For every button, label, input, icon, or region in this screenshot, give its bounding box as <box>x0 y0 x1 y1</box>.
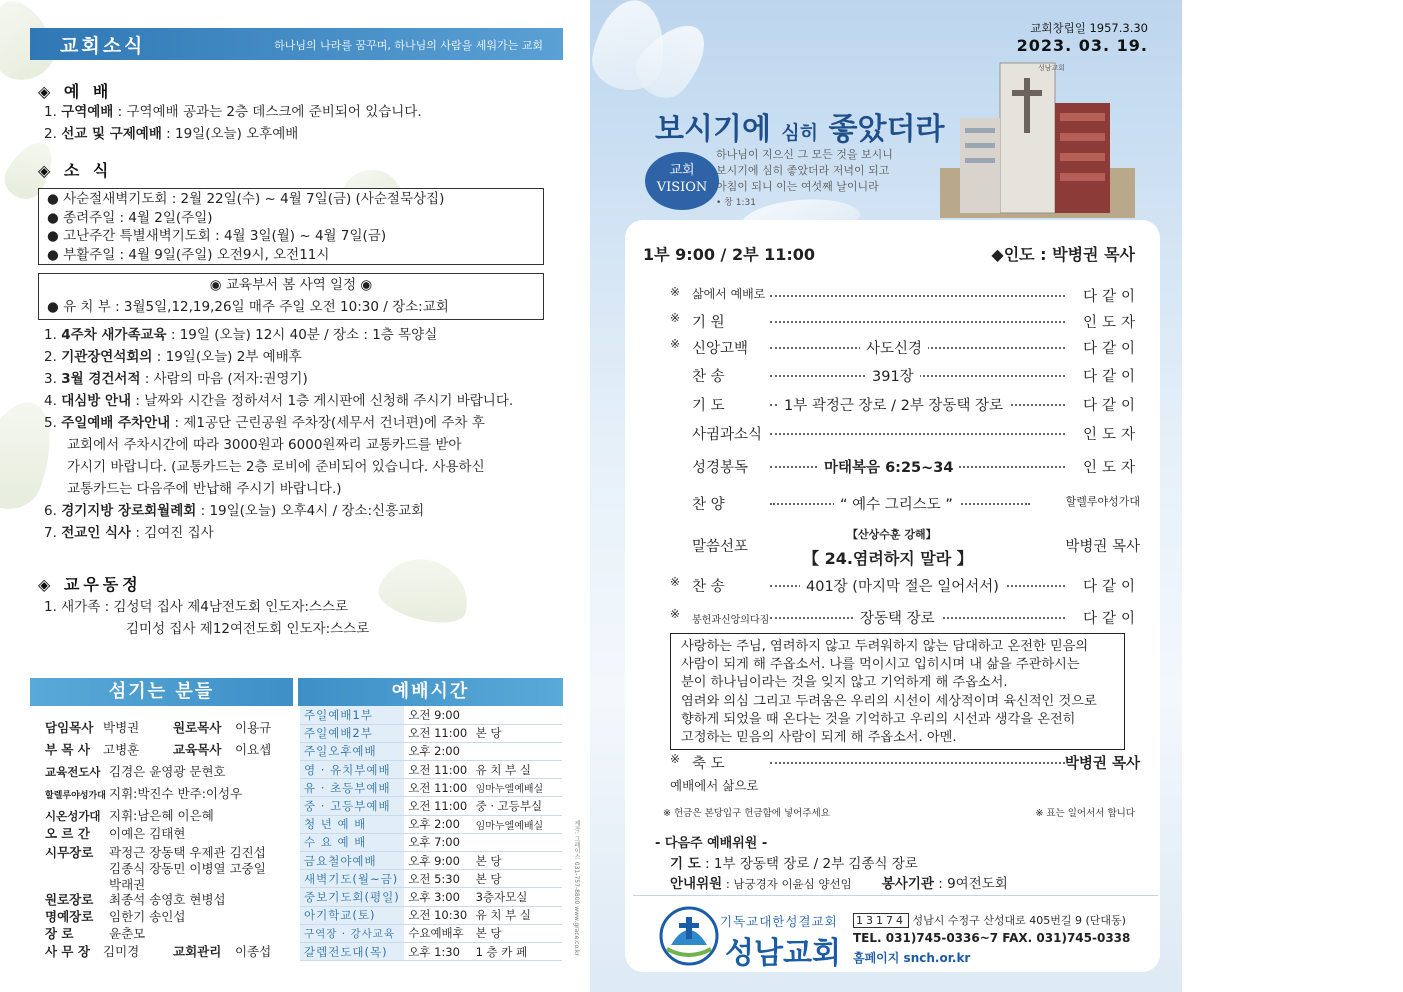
leader: ◆인도 : 박병권 목사 <box>991 245 1135 264</box>
order-item: 찬 양 “ 예수 그리스도 ” 할렐루야성가대 <box>692 495 1140 513</box>
members-section-title: ◈ 교우동정 <box>38 575 142 594</box>
founded-date: 교회창립일 1957.3.30 <box>1030 21 1148 35</box>
staff-row: 사 무 장 김미경 교회관리 이종섭 <box>45 944 272 959</box>
list-item: ● 종려주일 : 4월 2일(주일) <box>47 209 213 226</box>
vision-badge-line: VISION <box>656 180 708 195</box>
order-item: 사귐과소식 인도자 <box>692 427 1140 443</box>
church-logo-icon <box>657 905 721 967</box>
staff-row: 김종식 장동민 이병열 고중일 <box>109 861 266 876</box>
staff-list <box>30 710 293 970</box>
next-prayer: 기 도 : 1부 장동택 장로 / 2부 김종식 장로 <box>670 856 918 872</box>
table-row: 새벽기도(월~금) 오전 5:30 본 당 <box>300 870 562 888</box>
staff-row: 박래권 <box>109 877 146 892</box>
sermon-series: 【산상수훈 강해】 <box>847 528 937 541</box>
denomination: 기독교대한성결교회 <box>720 914 838 929</box>
vision-badge-line: 교회 <box>669 163 695 178</box>
worship-section-title: ◈ 예 배 <box>38 82 113 101</box>
staff-row: 오 르 간 이예은 김태현 <box>45 826 186 841</box>
order-item: 찬 송 391장 다같이 <box>670 365 1140 387</box>
address: 13174 성남시 수정구 산성대로 405번길 9 (단대동) <box>853 912 1126 928</box>
next-week-title: - 다음주 예배위원 - <box>655 836 768 851</box>
list-item: 3. 3월 경건서적 : 사람의 마음 (저자:권영기) <box>44 371 308 387</box>
order-of-worship-panel <box>625 220 1160 972</box>
table-row: 중보기도회(평일) 오후 3:00 3층자모실 <box>300 888 562 906</box>
order-item: 기 도 1부 곽정근 장로 / 2부 장동택 장로 다같이 <box>670 394 1140 416</box>
news-list <box>44 324 513 544</box>
staff-row: 시온성가대 지휘:남은혜 이은혜 <box>45 808 214 823</box>
bulletin-date: 2023. 03. 19. <box>1016 36 1148 55</box>
staff-row: 할렐루야성가대 지휘:박진수 반주:이성우 <box>45 786 243 801</box>
list-item: 교통카드는 다음주에 반납해 주시기 바랍니다.) <box>67 481 342 497</box>
service-times-table <box>300 706 562 961</box>
order-item: ※ 찬 송 401장 (마지막 절은 일어서서) 다같이 <box>670 575 1140 595</box>
printer-credit: 제작: 그레이스 031-757-8800 www.grace.co.kr <box>573 820 580 956</box>
staff-header: 섬기는 분들 <box>30 678 293 706</box>
sermon-preacher: 박병권 목사 <box>1065 539 1140 555</box>
standing-note: ※ 표는 일어서서 합니다 <box>1035 808 1135 819</box>
education-box <box>38 273 544 320</box>
members-line: 김미성 집사 제12여전도회 인도자:스스로 <box>126 621 370 637</box>
news-title: 교회소식 <box>60 35 146 57</box>
staff-row: 교육전도사 김경은 윤영광 문현호 <box>45 764 226 779</box>
divider <box>633 895 1158 896</box>
list-item: 1. 4주차 새가족교육 : 19일 (오늘) 12시 40분 / 장소 : 1층 목양실 <box>44 327 438 343</box>
list-item: 7. 전교인 식사 : 김여진 집사 <box>44 525 214 541</box>
homepage-link[interactable]: 홈페이지 snch.or.kr <box>853 951 971 965</box>
list-item: ● 부활주일 : 4월 9일(주일) 오전9시, 오전11시 <box>47 246 330 263</box>
news-subtitle: 하나님의 나라를 꿈꾸며, 하나님의 사람을 세워가는 교회 <box>274 39 543 52</box>
contact: TEL. 031)745-0336~7 FAX. 031)745-0338 <box>853 931 1131 945</box>
list-item: 6. 경기지방 장로회월례회 : 19일(오늘) 오후4시 / 장소:신흥교회 <box>44 503 425 519</box>
offering-note: ※ 헌금은 본당입구 헌금함에 넣어주세요 <box>663 808 830 819</box>
list-item: ● 사순절새벽기도회 : 2월 22일(수) ~ 4월 7일(금) (사순절묵상집) <box>47 191 445 207</box>
list-item: 2. 기관장연석회의 : 19일(오늘) 2부 예배후 <box>44 349 302 365</box>
order-item: ※ 기 원 인도자 <box>670 311 1140 331</box>
left-page <box>0 0 588 992</box>
table-row: 수 요 예 배 오후 7:00 <box>300 833 562 851</box>
table-row: 금요철야예배 오후 9:00 본 당 <box>300 852 562 870</box>
list-item: ● 유 치 부 : 3월5일,12,19,26일 매주 주일 오전 10:30 / 장소:교회 <box>47 298 449 315</box>
flower-decoration <box>374 549 476 630</box>
table-row: 주일예배2부 오전 11:00 본 당 <box>300 724 562 742</box>
list-item: 1. 구역예배 : 구역예배 공과는 2층 데스크에 준비되어 있습니다. <box>44 104 422 120</box>
staff-row: 담임목사 박병권 원로목사 이용규 <box>45 720 272 735</box>
table-row: 영 · 유치부예배 오전 11:00 유 치 부 실 <box>300 761 562 779</box>
staff-row: 원로장로 최종석 송영호 현병섭 <box>45 892 226 907</box>
order-item: 성경봉독 마태복음 6:25~34 인도자 <box>670 456 1140 478</box>
news-section-title: ◈ 소 식 <box>38 161 113 180</box>
list-item: ● 고난주간 특별새벽기도회 : 4월 3일(월) ~ 4월 7일(금) <box>47 228 387 244</box>
list-item: 2. 선교 및 구제예배 : 19일(오늘) 오후예배 <box>44 126 299 142</box>
sermon-title: 【 24.염려하지 말라 】 <box>803 549 973 568</box>
vision-verse: 하나님이 지으신 그 모든 것을 보시니 보시기에 심히 좋았더라 저녁이 되고 아침이 되니 이는 여섯째 날이니라 • 창 1:31 <box>716 148 893 208</box>
theme-title: 보시기에 심히 좋았더라 <box>655 112 945 147</box>
order-item: ※ 축 도 박병권 목사 <box>670 752 1140 772</box>
order-item: ※ 봉헌과신앙의다짐 장동택 장로 다같이 <box>670 607 1140 627</box>
page-margin <box>1182 0 1403 992</box>
staff-row: 부 목 사 고병훈 교육목사 이요셉 <box>45 742 272 757</box>
news-box <box>38 188 544 265</box>
table-row: 유 · 초등부예배 오전 11:00 임마누엘예배실 <box>300 779 562 797</box>
table-row: 갈렙전도대(목) 오후 1:30 1 층 카 페 <box>300 942 562 960</box>
church-name: 성남교회 <box>725 936 841 971</box>
table-row: 주일오후예배 오후 2:00 <box>300 742 562 760</box>
table-row: 주일예배1부 오전 9:00 <box>300 706 562 724</box>
education-title: ◉ 교육부서 봄 사역 일정 ◉ <box>209 277 373 293</box>
service-times-header: 예배시간 <box>298 678 563 706</box>
order-item: ※ 삶에서 예배로 다같이 <box>670 285 1140 305</box>
service-times: 1부 9:00 / 2부 11:00 <box>643 245 816 264</box>
news-header <box>30 28 563 60</box>
building-sign: 성남교회 <box>1038 64 1066 72</box>
benediction-subtitle: 예배에서 삶으로 <box>670 778 759 793</box>
staff-row: 명예장로 임한기 송인섭 <box>45 909 186 924</box>
staff-row: 장 로 윤춘모 <box>45 926 146 941</box>
sermon-label: 말씀선포 <box>692 539 749 555</box>
table-row: 구역장 · 강사교육 수요예배후 본 당 <box>300 924 562 942</box>
order-item: ※ 신앙고백 사도신경 다같이 <box>670 337 1140 357</box>
list-item: 교회에서 주차시간에 따라 3000원과 6000원짜리 교통카드를 받아 <box>67 437 462 453</box>
table-row: 아기학교(토) 오전 10:30 유 치 부 실 <box>300 906 562 924</box>
next-usher: 안내위원 : 남궁경자 이윤심 양선임 봉사기관 : 9여전도회 <box>670 876 1008 892</box>
list-item: 5. 주일예배 주차안내 : 제1공단 근린공원 주차장(세무서 건너편)에 주차 후 <box>44 415 485 431</box>
prayer-box: 사랑하는 주님, 염려하지 않고 두려워하지 않는 담대하고 온전한 믿음의 사람이 되게 해 주옵소서. 나를 먹이시고 입히시며 내 삶을 주관하시는 분이 하나님이라는 것을 잊지 않고 기억하게 해 주옵소서. 염려와 의심 그리고 두려움은 우리의 시선이 세상적이며 육신적인 것으로 향하게 되었을 때 온다는 것을 기억하고 우리의 시선과 생각을 온전히 고정하는 믿음의 사람이 되게 해 주옵소서. 아멘. <box>670 633 1125 750</box>
list-item: 4. 대심방 안내 : 날짜와 시간을 정하셔서 1층 게시판에 신청해 주시기 바랍니다. <box>44 393 514 409</box>
table-row: 중 · 고등부예배 오전 11:00 중 · 고등부실 <box>300 797 562 815</box>
vision-badge <box>645 152 719 210</box>
list-item: 가시기 바랍니다. (교통카드는 2층 로비에 준비되어 있습니다. 사용하신 <box>67 459 485 475</box>
table-row: 청 년 예 배 오후 2:00 임마누엘예배실 <box>300 815 562 833</box>
members-line: 1. 새가족 : 김성덕 집사 제4남전도회 인도자:스스로 <box>44 599 349 615</box>
staff-row: 시무장로 곽정근 장동택 우제관 김진섭 <box>45 845 266 860</box>
church-building-illustration <box>940 58 1135 218</box>
worship-list <box>44 101 422 145</box>
